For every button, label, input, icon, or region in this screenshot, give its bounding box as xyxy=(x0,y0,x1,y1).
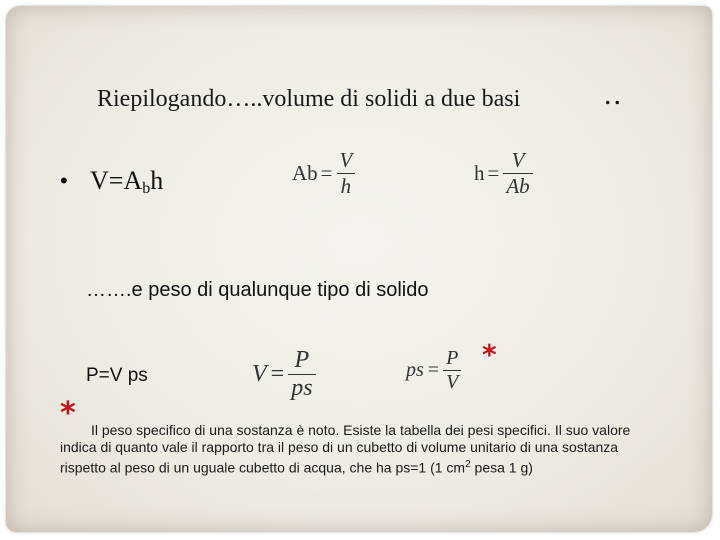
asterisk-icon: * xyxy=(482,338,497,371)
bullet-icon: • xyxy=(60,168,68,193)
asterisk-icon: * xyxy=(60,396,76,431)
volume-formula-lhs: V=A xyxy=(90,166,143,195)
base-area-formula xyxy=(292,148,355,199)
height-formula xyxy=(474,148,533,199)
fraction-denominator: V xyxy=(446,371,459,393)
vw-lhs: V xyxy=(252,361,267,387)
equals-sign: = xyxy=(270,361,285,387)
fraction xyxy=(337,148,356,199)
specific-weight-formula xyxy=(406,347,461,394)
volume-formula-sub: b xyxy=(142,180,151,197)
fraction-denominator: Ab xyxy=(506,174,530,198)
fraction-denominator: h xyxy=(340,174,352,198)
volume-formula-rhs: h xyxy=(150,166,164,195)
height-lhs: h xyxy=(474,161,485,185)
fraction-numerator: V xyxy=(339,148,353,172)
page-title: Riepilogando…..volume di solidi a due basi xyxy=(97,86,521,112)
weight-formula: P=V ps xyxy=(86,365,148,386)
footnote-tail: pesa 1 g) xyxy=(470,459,533,476)
fraction xyxy=(503,148,532,199)
footnote-superscript: 2 xyxy=(465,459,471,470)
fraction xyxy=(443,347,461,394)
ps-lhs: ps xyxy=(406,359,424,381)
equals-sign: = xyxy=(320,161,333,185)
section-subtitle: …….e peso di qualunque tipo di solido xyxy=(86,279,429,301)
footnote-paragraph xyxy=(60,422,664,477)
fraction-numerator: P xyxy=(446,347,459,369)
volume-from-weight-formula xyxy=(252,347,316,402)
equals-sign: = xyxy=(487,161,500,185)
volume-formula xyxy=(90,166,163,198)
fraction xyxy=(288,347,315,402)
equals-sign: = xyxy=(427,359,440,381)
base-area-lhs: Ab xyxy=(292,161,318,185)
footnote-text: Il peso specifico di una sostanza è noto. Esiste la tabella dei pesi specifici. Il suo valore indica di quanto vale il rapporto tra il peso di un cubetto di volume unitario di una sostanza rispetto al peso di un uguale cubetto di acqua, che ha ps=1 (1 cm xyxy=(60,422,631,476)
fraction-numerator: P xyxy=(294,347,310,373)
title-dots: .. xyxy=(604,78,623,111)
fraction-denominator: ps xyxy=(291,375,313,401)
fraction-numerator: V xyxy=(511,148,525,172)
